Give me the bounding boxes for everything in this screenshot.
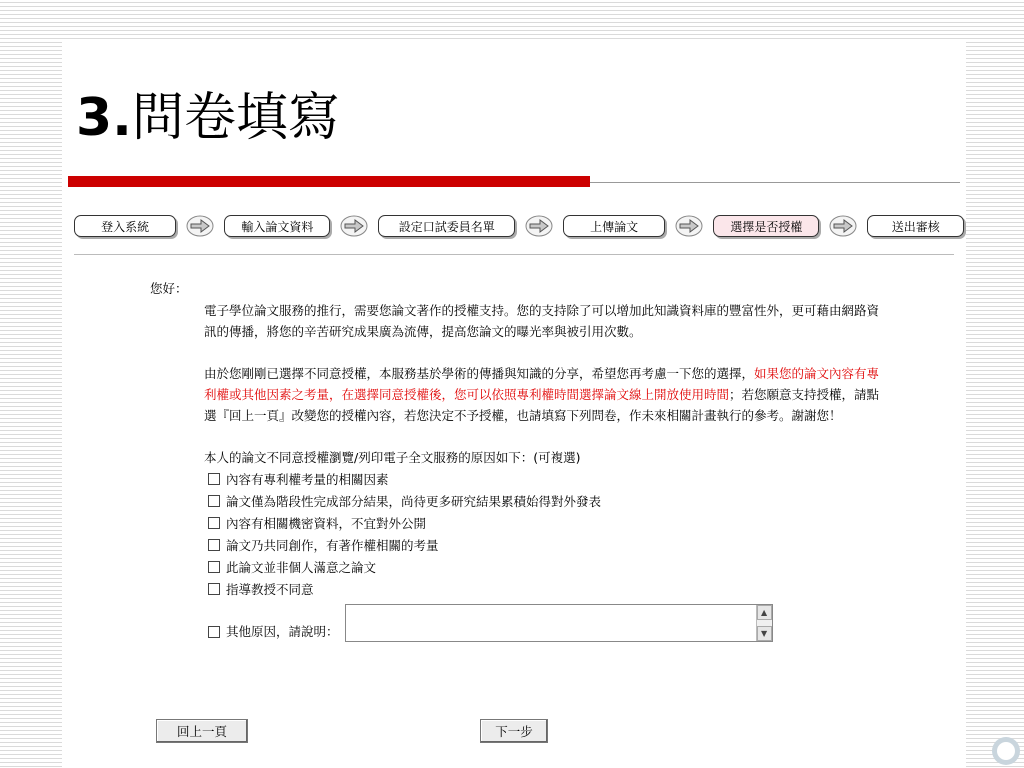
step-arrow-icon [675,215,703,237]
step-arrow-icon [340,215,368,237]
step-login[interactable]: 登入系統 [74,215,176,237]
patent-notice: 如果您的論文內容有專利權或其他因素之考量，在選擇同意授權後，您可以依照專利權時間選擇論文線上開放使用時間 [204,366,880,402]
reconsider-paragraph [150,363,890,426]
slide-title-text: 問卷填寫 [131,88,340,148]
intro-paragraph: 電子學位論文服務的推行，需要您論文著作的授權支持。您的支持除了可以增加此知識資料庫的豐富性外，更可藉由網路資訊的傳播，將您的辛苦研究成果廣為流傳，提高您論文的曝光率與被引用次數。 [204,303,880,339]
reason-label: 此論文並非個人滿意之論文 [226,559,377,575]
textarea-scrollbar[interactable] [756,605,772,641]
reason-option [208,512,890,534]
other-reason-textarea[interactable] [345,604,773,642]
slide-title [76,90,340,147]
step-submit[interactable]: 送出審核 [867,215,964,237]
step-arrow-icon [525,215,553,237]
reason-label: 論文僅為階段性完成部分結果，尚待更多研究結果累積始得對外發表 [226,493,602,509]
reason-label: 指導教授不同意 [226,581,314,597]
reason-heading: 本人的論文不同意授權瀏覽/列印電子全文服務的原因如下：(可複選) [204,450,581,465]
scroll-up-icon[interactable]: ▲ [757,605,772,620]
prev-page-button[interactable]: 回上一頁 [156,719,248,743]
greeting: 您好： [150,281,188,296]
step-bar [74,212,964,240]
reason-checkbox[interactable] [208,539,220,551]
reconsider-text: 由於您剛剛已選擇不同意授權，本服務基於學術的傳播與知識的分享，希望您再考慮一下您的選擇， [204,366,755,381]
reconsider-text-end: ；若您願意支持授權，請點選『回上一頁』改變您的授權內容，若您決定不予授權，也請填寫下列問卷，作未來相關計畫執行的參考。謝謝您！ [204,387,880,423]
reason-label: 論文乃共同創作，有著作權相關的考量 [226,537,439,553]
other-reason-row [208,602,890,642]
reason-checkbox[interactable] [208,495,220,507]
step-upload[interactable]: 上傳論文 [563,215,665,237]
reason-list [150,468,890,642]
reason-label: 內容有專利權考量的相關因素 [226,471,389,487]
other-reason-label: 其他原因，請說明： [226,624,339,639]
next-step-button[interactable]: 下一步 [480,719,548,743]
step-committee[interactable]: 設定口試委員名單 [378,215,515,237]
slide-title-number: 3. [76,88,132,148]
divider [74,254,954,255]
reason-checkbox[interactable] [208,561,220,573]
step-authorization[interactable]: 選擇是否授權 [713,215,819,237]
title-accent-bar [68,176,590,187]
step-arrow-icon [829,215,857,237]
reason-checkbox[interactable] [208,517,220,529]
other-reason-checkbox[interactable] [208,626,220,638]
reason-label: 內容有相關機密資料，不宜對外公開 [226,515,427,531]
reason-option [208,556,890,578]
step-arrow-icon [186,215,214,237]
reason-checkbox[interactable] [208,583,220,595]
reason-option [208,468,890,490]
questionnaire-form [150,278,890,642]
step-input-thesis[interactable]: 輸入論文資料 [224,215,330,237]
slide-corner-circle-icon [990,735,1022,767]
scroll-down-icon[interactable]: ▼ [757,626,772,641]
reason-option [208,578,890,600]
reason-option [208,490,890,512]
reason-checkbox[interactable] [208,473,220,485]
reason-option [208,534,890,556]
